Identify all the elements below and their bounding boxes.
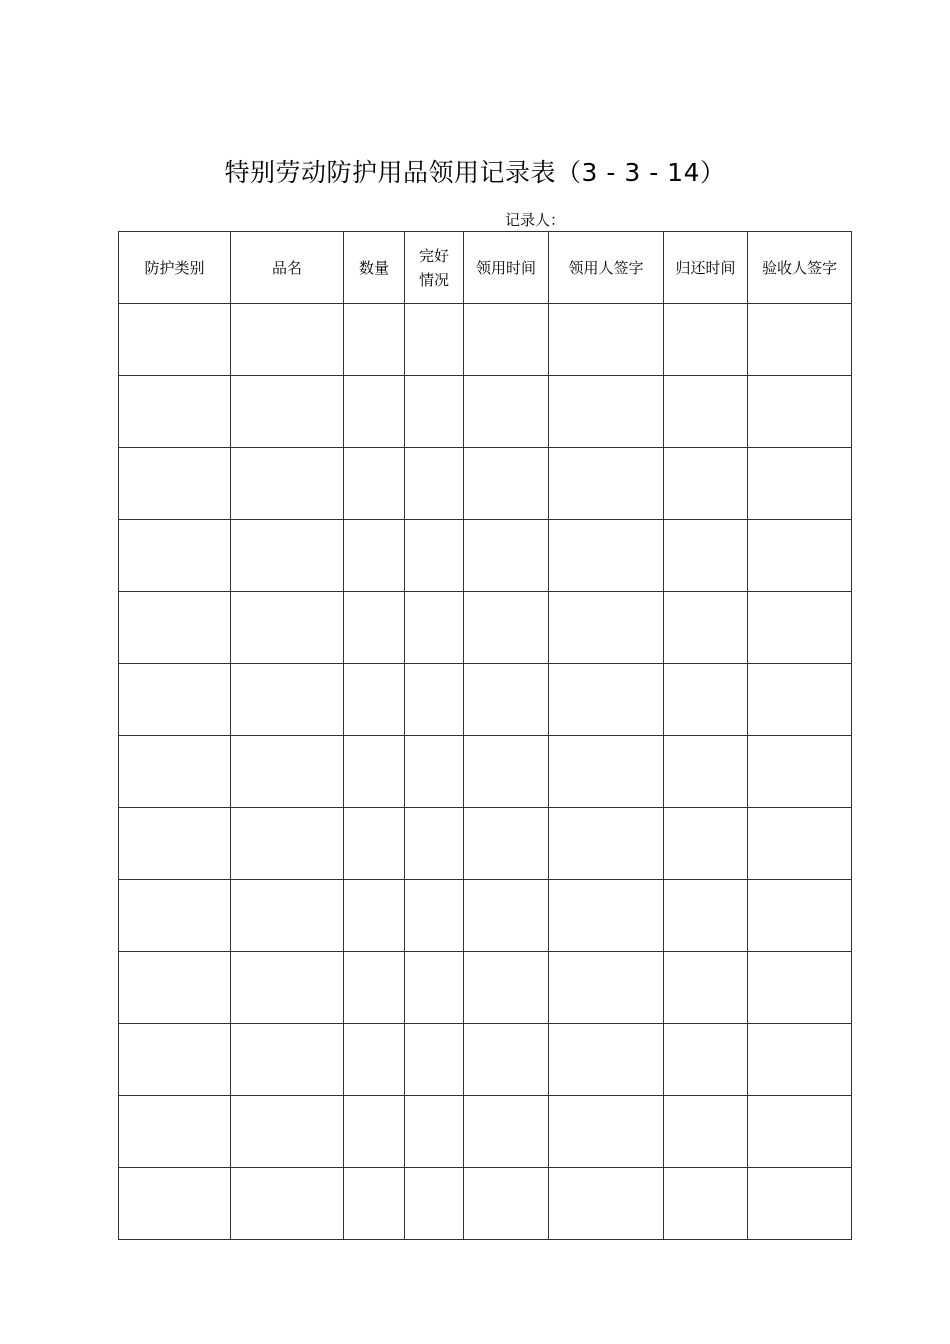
table-cell[interactable]: [405, 808, 464, 880]
table-cell[interactable]: [664, 520, 748, 592]
table-cell[interactable]: [664, 1024, 748, 1096]
table-cell[interactable]: [119, 592, 231, 664]
table-row: [119, 736, 852, 808]
table-cell[interactable]: [405, 880, 464, 952]
recorder-label: 记录人：: [505, 211, 566, 229]
table-cell[interactable]: [664, 1168, 748, 1240]
table-cell[interactable]: [664, 808, 748, 880]
table-cell[interactable]: [549, 592, 664, 664]
table-cell[interactable]: [344, 952, 405, 1024]
table-cell[interactable]: [664, 376, 748, 448]
table-row: [119, 880, 852, 952]
table-cell[interactable]: [405, 664, 464, 736]
table-cell[interactable]: [119, 880, 231, 952]
table-cell[interactable]: [405, 376, 464, 448]
header-item-name: 品名: [231, 232, 344, 304]
table-cell[interactable]: [119, 376, 231, 448]
table-cell[interactable]: [748, 1096, 852, 1168]
header-return-time: 归还时间: [664, 232, 748, 304]
table-cell[interactable]: [119, 1096, 231, 1168]
table-cell[interactable]: [549, 304, 664, 376]
table-cell[interactable]: [664, 664, 748, 736]
table-cell[interactable]: [664, 592, 748, 664]
table-cell[interactable]: [748, 664, 852, 736]
table-cell[interactable]: [405, 736, 464, 808]
table-cell[interactable]: [748, 952, 852, 1024]
table-cell[interactable]: [664, 880, 748, 952]
table-cell[interactable]: [119, 664, 231, 736]
table-body: [119, 304, 852, 1240]
table-cell[interactable]: [464, 664, 549, 736]
table-cell[interactable]: [549, 1096, 664, 1168]
header-quantity: 数量: [344, 232, 405, 304]
table-cell[interactable]: [231, 448, 344, 520]
table-cell[interactable]: [119, 952, 231, 1024]
table-cell[interactable]: [464, 1168, 549, 1240]
table-cell[interactable]: [748, 736, 852, 808]
table-cell[interactable]: [748, 592, 852, 664]
table-cell[interactable]: [549, 664, 664, 736]
table-cell[interactable]: [405, 1096, 464, 1168]
table-cell[interactable]: [344, 1096, 405, 1168]
table-row: [119, 1096, 852, 1168]
header-recipient-signature: 领用人签字: [549, 232, 664, 304]
table-row: [119, 1168, 852, 1240]
table-cell[interactable]: [464, 1096, 549, 1168]
table-cell[interactable]: [664, 952, 748, 1024]
table-cell[interactable]: [231, 376, 344, 448]
document-title: 特别劳动防护用品领用记录表（3 - 3 - 14）: [224, 158, 726, 187]
table-cell[interactable]: [464, 304, 549, 376]
table-cell[interactable]: [231, 880, 344, 952]
table-cell[interactable]: [119, 520, 231, 592]
header-inspector-signature: 验收人签字: [748, 232, 852, 304]
table-header-row: [119, 232, 852, 304]
table-cell[interactable]: [664, 1096, 748, 1168]
table-cell[interactable]: [231, 520, 344, 592]
table-cell[interactable]: [405, 304, 464, 376]
table-cell[interactable]: [231, 1168, 344, 1240]
table-cell[interactable]: [549, 520, 664, 592]
table-cell[interactable]: [119, 736, 231, 808]
table-cell[interactable]: [464, 808, 549, 880]
table-cell[interactable]: [748, 880, 852, 952]
table-cell[interactable]: [405, 592, 464, 664]
table-cell[interactable]: [405, 520, 464, 592]
table-cell[interactable]: [464, 448, 549, 520]
table-cell[interactable]: [405, 1024, 464, 1096]
table-row: [119, 1024, 852, 1096]
table-cell[interactable]: [464, 376, 549, 448]
table-cell[interactable]: [664, 448, 748, 520]
table-cell[interactable]: [464, 1024, 549, 1096]
table-cell[interactable]: [664, 304, 748, 376]
table-cell[interactable]: [664, 736, 748, 808]
header-condition: 完好 情况: [405, 232, 464, 304]
table-cell[interactable]: [344, 448, 405, 520]
table-cell[interactable]: [119, 448, 231, 520]
table-cell[interactable]: [119, 304, 231, 376]
table-row: [119, 808, 852, 880]
table-cell[interactable]: [549, 1024, 664, 1096]
table-cell[interactable]: [748, 376, 852, 448]
table-row: [119, 592, 852, 664]
table-cell[interactable]: [748, 304, 852, 376]
table-cell[interactable]: [344, 1168, 405, 1240]
table-cell[interactable]: [344, 1024, 405, 1096]
table-cell[interactable]: [344, 376, 405, 448]
table-cell[interactable]: [231, 1024, 344, 1096]
table-cell[interactable]: [119, 1168, 231, 1240]
table-cell[interactable]: [344, 808, 405, 880]
table-row: [119, 304, 852, 376]
table-cell[interactable]: [119, 808, 231, 880]
table-cell[interactable]: [464, 592, 549, 664]
table-cell[interactable]: [405, 1168, 464, 1240]
table-cell[interactable]: [344, 304, 405, 376]
table-cell[interactable]: [344, 880, 405, 952]
table-cell[interactable]: [464, 736, 549, 808]
header-issue-time: 领用时间: [464, 232, 549, 304]
table-cell[interactable]: [405, 952, 464, 1024]
table-cell[interactable]: [549, 448, 664, 520]
table-row: [119, 952, 852, 1024]
table-cell[interactable]: [464, 520, 549, 592]
table-cell[interactable]: [464, 880, 549, 952]
table-cell[interactable]: [748, 520, 852, 592]
table-cell[interactable]: [405, 448, 464, 520]
table-cell[interactable]: [748, 808, 852, 880]
header-protection-category: 防护类别: [119, 232, 231, 304]
table-row: [119, 664, 852, 736]
table-cell[interactable]: [549, 952, 664, 1024]
table-row: [119, 376, 852, 448]
table-cell[interactable]: [748, 448, 852, 520]
table-row: [119, 520, 852, 592]
table-cell[interactable]: [231, 304, 344, 376]
table-cell[interactable]: [549, 808, 664, 880]
table-cell[interactable]: [231, 664, 344, 736]
table-cell[interactable]: [748, 1024, 852, 1096]
table-cell[interactable]: [231, 808, 344, 880]
table-cell[interactable]: [231, 1096, 344, 1168]
table-cell[interactable]: [748, 1168, 852, 1240]
table-cell[interactable]: [344, 592, 405, 664]
table-cell[interactable]: [344, 664, 405, 736]
table-cell[interactable]: [549, 880, 664, 952]
table-cell[interactable]: [549, 1168, 664, 1240]
table-cell[interactable]: [119, 1024, 231, 1096]
table-cell[interactable]: [549, 736, 664, 808]
table-cell[interactable]: [231, 592, 344, 664]
table-cell[interactable]: [344, 736, 405, 808]
record-table: [118, 231, 852, 1240]
table-cell[interactable]: [344, 520, 405, 592]
table-cell[interactable]: [231, 952, 344, 1024]
table-cell[interactable]: [549, 376, 664, 448]
table-cell[interactable]: [464, 952, 549, 1024]
table-row: [119, 448, 852, 520]
table-cell[interactable]: [231, 736, 344, 808]
